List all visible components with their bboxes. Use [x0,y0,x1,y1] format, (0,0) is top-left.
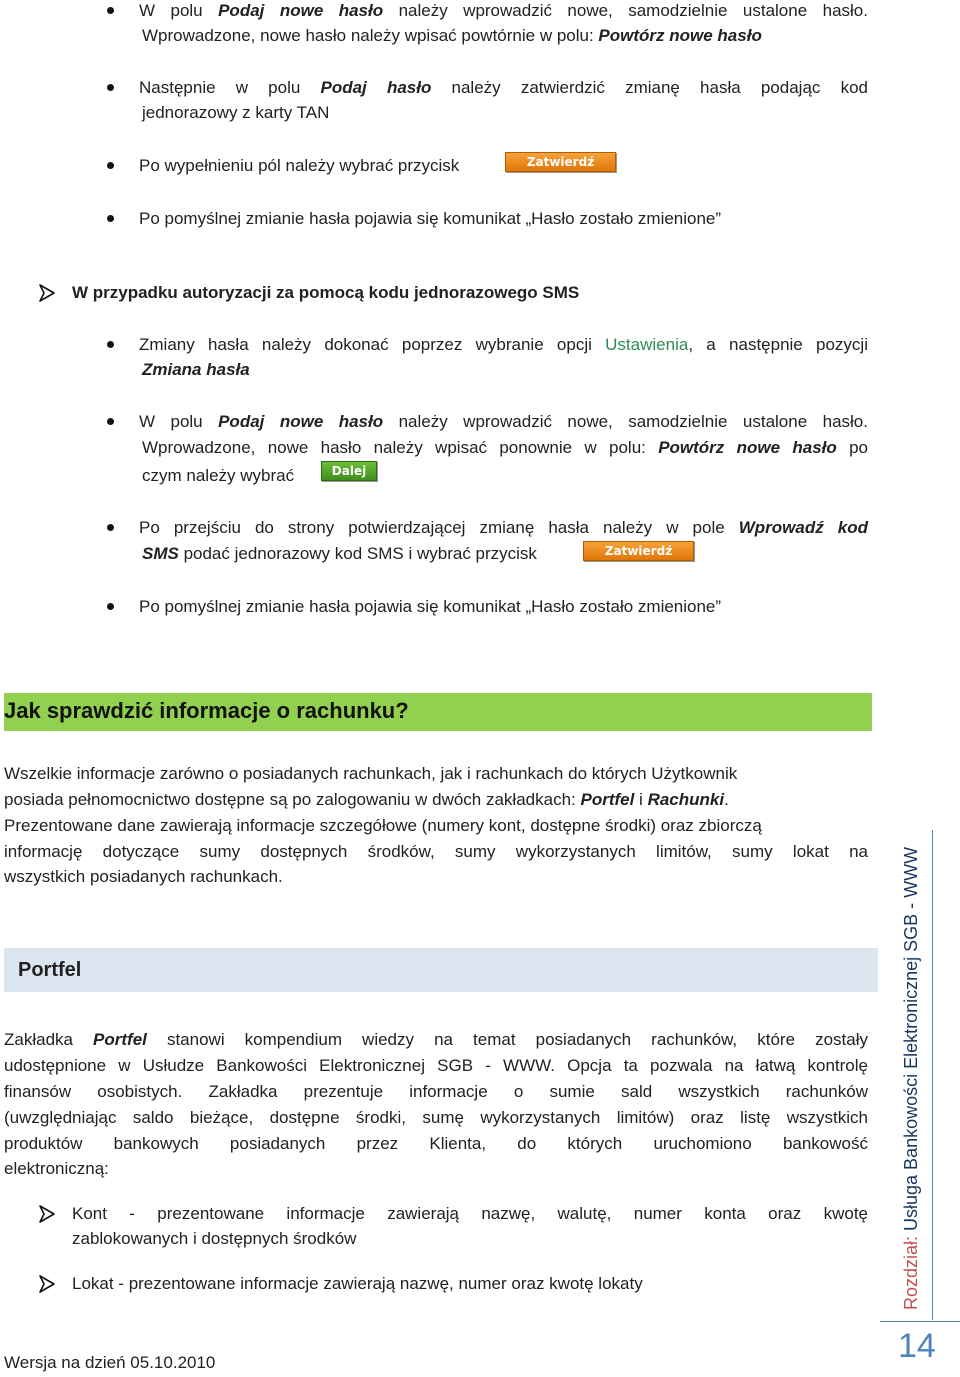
text: stanowi kompendium wiedzy na temat posiadanych rachunków, które zostały [146,1030,868,1049]
list-item [72,1273,643,1295]
text: Po wypełnieniu pól należy wybrać przycisk [139,156,460,175]
chapter-title: Usługa Bankowości Elektronicznej SGB - WWW [901,846,921,1231]
text: Po pomyślnej zmianie hasła pojawia się komunikat „Hasło zostało zmienione” [139,209,722,228]
bullet [107,162,114,169]
list-item [72,1228,356,1250]
chapter-sidebar [900,847,922,1310]
page-number: 14 [898,1327,936,1365]
bullet [107,215,114,222]
bullet [107,341,114,348]
emphasis: Wprowadź kod [738,518,868,537]
text: Wprowadzone, nowe hasło należy wpisać powtórnie w polu: [142,26,599,45]
bullet [107,418,114,425]
text: W polu [139,1,219,20]
text: Po pomyślnej zmianie hasła pojawia się komunikat „Hasło zostało zmienione” [139,597,722,616]
text: finansów osobistych. Zakładka prezentuje informacje o sumie sald wszystkich rachunków [4,1082,868,1101]
paragraph-line [142,25,762,47]
list-item [72,1203,868,1225]
text: Po przejściu do strony potwierdzającej zmianę hasła należy w pole [139,518,739,537]
text: , a następnie pozycji [688,335,868,354]
text: wszystkich posiadanych rachunkach. [4,867,283,886]
paragraph-line [4,1158,109,1180]
paragraph-line [139,0,868,22]
emphasis: Portfel [580,790,635,809]
text: zablokowanych i dostępnych środków [72,1229,357,1248]
paragraph-line [4,1029,868,1051]
emphasis: Rachunki [647,790,725,809]
paragraph-line [4,763,737,785]
text: Następnie w polu [139,78,321,97]
paragraph-line [142,465,294,487]
text: po [836,438,868,457]
text: Zmiany hasła należy dokonać poprzez wybranie opcji [139,335,606,354]
ustawienia-link[interactable]: Ustawienia [605,335,689,354]
text: należy wprowadzić nowe, samodzielnie ustalone hasło. [383,1,868,20]
emphasis: SMS [142,544,179,563]
paragraph-line [4,789,729,811]
paragraph-line [139,596,721,618]
portfel-heading-bar [4,948,878,992]
zatwierdz-button[interactable]: Zatwierdź [505,152,616,172]
text: Zakładka [4,1030,94,1049]
text: W przypadku autoryzacji za pomocą kodu jednorazowego SMS [72,283,580,302]
emphasis: Zmiana hasła [142,360,250,379]
paragraph-line [4,1107,868,1129]
paragraph-line [139,411,868,433]
paragraph-line [4,841,868,863]
portfel-heading: Portfel [18,959,82,981]
page-number-rule [880,1321,960,1322]
text: . [724,790,729,809]
text: (uwzględniając saldo bieżące, dostępne środki, sumę wykorzystanych limitów) oraz listę wszystkich [4,1108,868,1127]
bullet [107,524,114,531]
paragraph-line [142,102,329,124]
paragraph-line [139,77,868,99]
emphasis: Portfel [93,1030,147,1049]
footer-version: Wersja na dzień 05.10.2010 [4,1353,216,1372]
dalej-button[interactable]: Dalej [321,461,377,481]
text: posiada pełnomocnictwo dostępne są po zalogowaniu w dwóch zakładkach: [4,790,581,809]
zatwierdz-button[interactable]: Zatwierdź [583,541,694,561]
paragraph-line [142,543,537,565]
arrow-bullet-icon [38,1204,58,1224]
bullet [107,84,114,91]
paragraph-line [4,1133,868,1155]
text: czym należy wybrać [142,466,295,485]
bullet [107,7,114,14]
emphasis: Podaj nowe hasło [218,412,384,431]
emphasis: Powtórz nowe hasło [598,26,762,45]
text: informację dotyczące sumy dostępnych środków, sumy wykorzystanych limitów, sumy lokat na [4,842,868,861]
text: należy wprowadzić nowe, samodzielnie ustalone hasło. [383,412,868,431]
text: udostępnione w Usłudze Bankowości Elektronicznej SGB - WWW. Opcja ta pozwala na łatwą kontrolę [4,1056,868,1075]
paragraph-line [142,359,250,381]
text: należy zatwierdzić zmianę hasła podając kod [431,78,868,97]
paragraph-line [139,208,721,230]
text: Lokat - prezentowane informacje zawierają nazwę, numer oraz kwotę lokaty [72,1274,643,1293]
text: W polu [139,412,219,431]
paragraph-line [4,866,283,888]
text: Kont - prezentowane informacje zawierają nazwę, walutę, numer konta oraz kwotę [72,1204,868,1223]
emphasis: Powtórz nowe hasło [658,438,837,457]
paragraph-line [4,1055,868,1077]
text: jednorazowy z karty TAN [142,103,330,122]
chapter-prefix: Rozdział: [901,1230,921,1310]
emphasis: Podaj nowe hasło [218,1,384,20]
text: Wprowadzone, nowe hasło należy wpisać ponownie w polu: [142,438,659,457]
paragraph-line [4,815,762,837]
text: i [634,790,648,809]
section-subtitle [72,282,579,304]
section-heading: Jak sprawdzić informacje o rachunku? [4,698,409,723]
paragraph-line [139,517,868,539]
paragraph-line [142,437,868,459]
arrow-bullet-icon [38,1274,58,1294]
sidebar-rule [932,830,933,1320]
emphasis: Podaj hasło [320,78,432,97]
text: Prezentowane dane zawierają informacje szczegółowe (numery kont, dostępne środki) oraz zbiorczą [4,816,762,835]
text: produktów bankowych posiadanych przez Klienta, do których uruchomiono bankowość [4,1134,868,1153]
text: elektroniczną: [4,1159,109,1178]
arrow-bullet-icon [38,283,58,303]
bullet [107,603,114,610]
text: Wszelkie informacje zarówno o posiadanych rachunkach, jak i rachunkach do których Użytkownik [4,764,738,783]
paragraph-line [4,1081,868,1103]
text: podać jednorazowy kod SMS i wybrać przycisk [178,544,537,563]
paragraph-line [139,155,459,177]
paragraph-line [139,334,868,356]
